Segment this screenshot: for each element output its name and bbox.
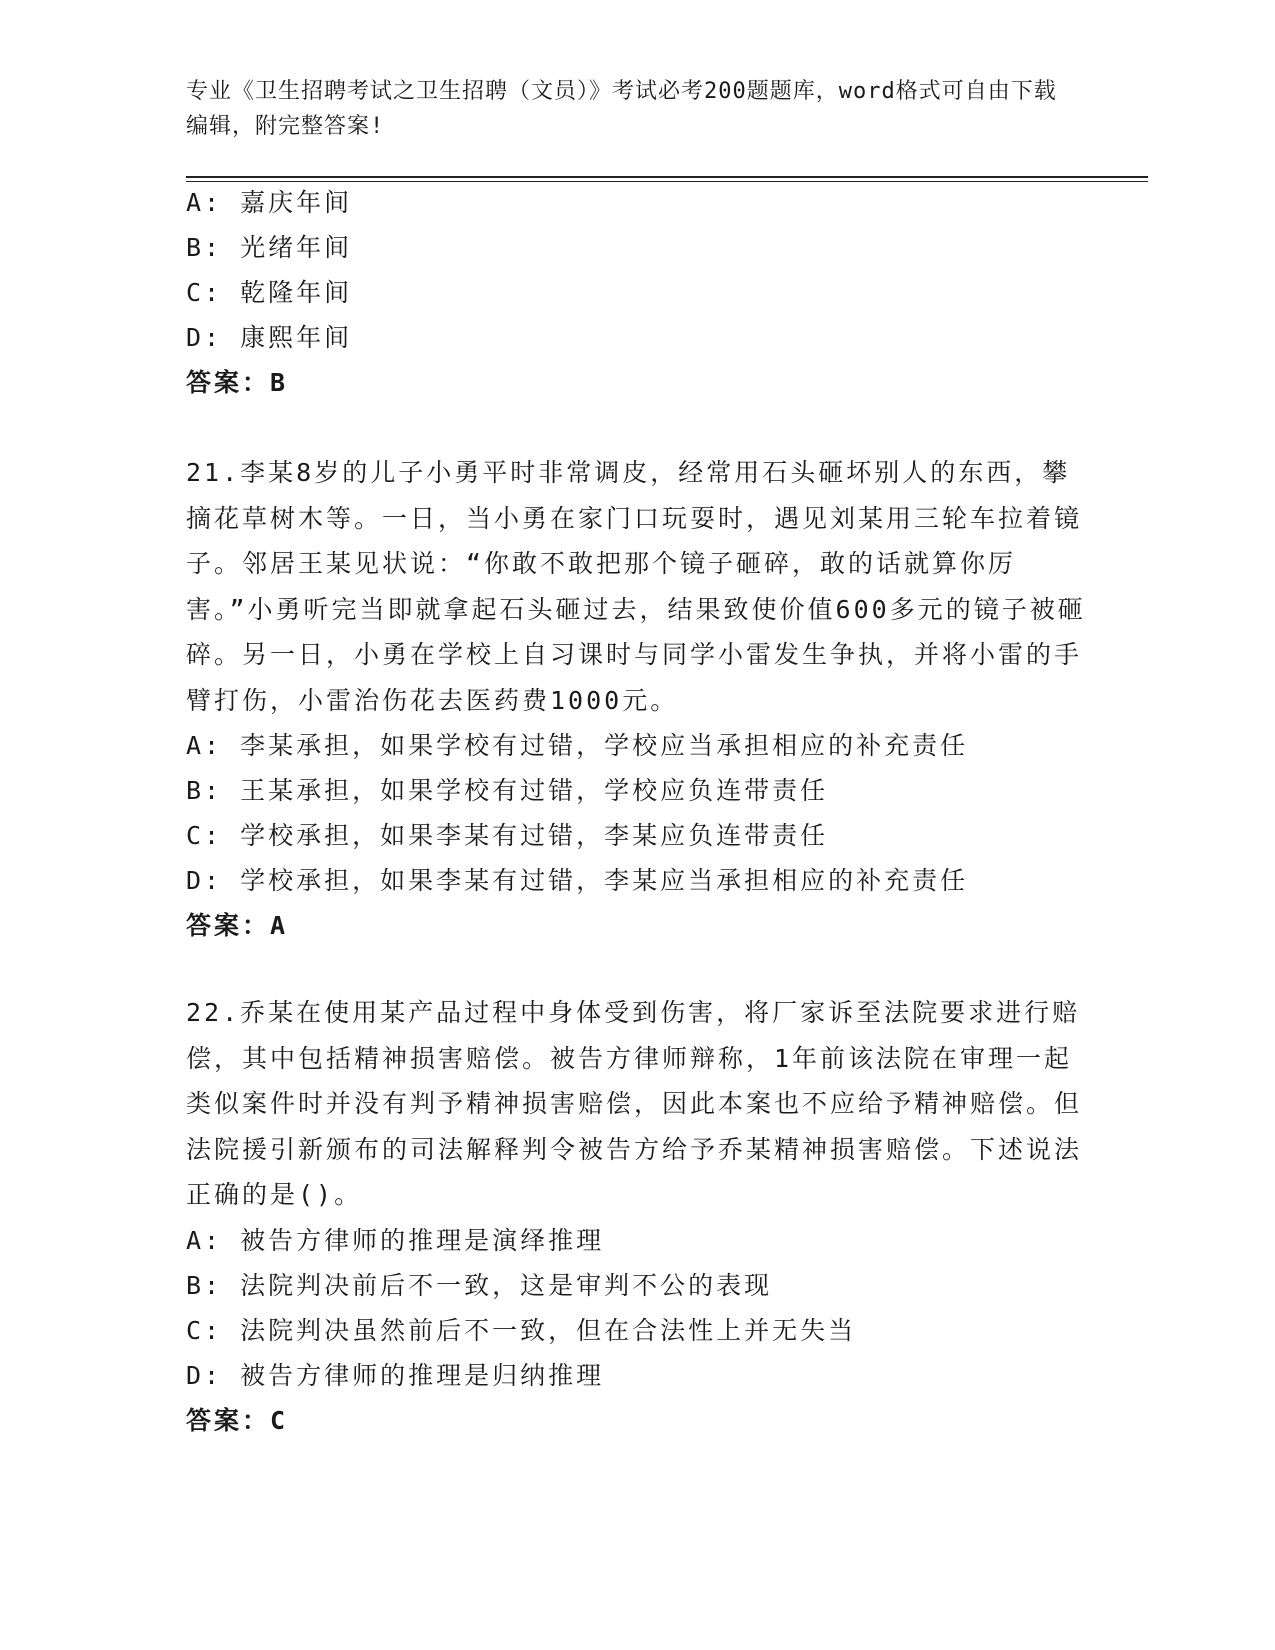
question-stem: 22.乔某在使用某产品过程中身体受到伤害，将厂家诉至法院要求进行赔偿，其中包括精神损害赔偿。被告方律师辩称，1年前该法院在审理一起类似案件时并没有判予精神损害赔偿，因此本案也不应给予精神赔偿。但法院援引新颁布的司法解释判令被告方给予乔某精神损害赔偿。下述说法正确的是()。 <box>186 998 1083 1209</box>
answer: 答案：B <box>186 368 289 397</box>
option-b: B: 光绪年间 <box>186 233 353 262</box>
option-d: D: 被告方律师的推理是归纳推理 <box>186 1360 605 1390</box>
option-c: C: 学校承担，如果李某有过错，李某应负连带责任 <box>186 821 829 850</box>
option-b: B: 王某承担，如果学校有过错，学校应负连带责任 <box>186 776 829 805</box>
header-rule-thick <box>186 176 1148 178</box>
option-a: A: 李某承担，如果学校有过错，学校应当承担相应的补充责任 <box>186 731 969 760</box>
option-d: D: 学校承担，如果李某有过错，李某应当承担相应的补充责任 <box>186 866 969 895</box>
option-c: C: 乾隆年间 <box>186 278 353 307</box>
option-b: B: 法院判决前后不一致，这是审判不公的表现 <box>186 1270 773 1300</box>
answer: 答案：C <box>186 1405 289 1435</box>
option-d: D: 康熙年间 <box>186 323 353 352</box>
question-21 <box>186 450 1086 948</box>
option-a: A: 嘉庆年间 <box>186 188 353 217</box>
question-22 <box>186 990 1086 1443</box>
option-c: C: 法院判决虽然前后不一致，但在合法性上并无失当 <box>186 1315 857 1345</box>
question-20 <box>186 180 1086 405</box>
option-a: A: 被告方律师的推理是演绎推理 <box>186 1225 605 1255</box>
question-stem: 21.李某8岁的儿子小勇平时非常调皮，经常用石头砸坏别人的东西，攀摘花草树木等。一日，当小勇在家门口玩耍时，遇见刘某用三轮车拉着镜子。邻居王某见状说：“你敢不敢把那个镜子砸碎，敢的话就算你厉害。”小勇听完当即就拿起石头砸过去，结果致使价值600多元的镜子被砸碎。另一日，小勇在学校上自习课时与同学小雷发生争执，并将小雷的手臂打伤，小雷治伤花去医药费1000元。 <box>186 458 1086 715</box>
answer: 答案：A <box>186 911 289 940</box>
document-header: 专业《卫生招聘考试之卫生招聘（文员）》考试必考200题题库，word格式可自由下载编辑，附完整答案! <box>186 79 1057 139</box>
